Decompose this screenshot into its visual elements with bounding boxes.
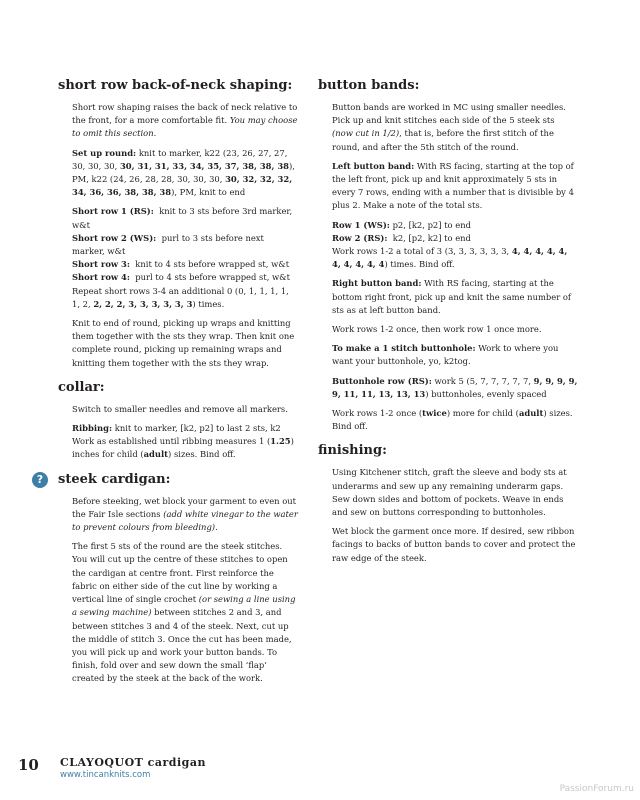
website-link[interactable]: www.tincanknits.com [60,770,151,780]
buttonhole-row: Buttonhole row (RS): work 5 (5, 7, 7, 7, 7, 7, 9, 9, 9, 9, 9, 11, 11, 13, 13, 13) buttonholes, evenly spaced [332,375,578,399]
shortrow-intro: Short row shaping raises the back of neck relative to the front, for a more comfortable fit. You may choose to omit this section. [72,102,298,139]
shortrow-finish: Knit to end of round, picking up wraps and knitting them together with the sts they wrap. Then knit one complete round, picking up remaining wraps and knitting them together with the sts they wrap. [72,318,295,368]
work-rows: Work rows 1-2 a total of 3 (3, 3, 3, 3, 3, 3, 4, 4, 4, 4, 4, 4, 4, 4, 4, 4) times. Bind off. [332,246,568,270]
finishing-graft: Using Kitchener stitch, graft the sleeve and body sts at underarms and sew up any remaining underarm gaps. Sew down sides and bottom of pockets. Weave in ends and sew on buttons corresponding to buttonholes. [332,467,567,518]
short-row-3: Short row 3: knit to 4 sts before wrapped st, w&t [72,259,290,270]
section-heading: finishing: [318,443,387,459]
work-once: Work rows 1-2 once, then work row 1 once more. [332,324,542,335]
short-row-2: Short row 2 (WS): purl to 3 sts before next marker, w&t [72,232,264,257]
section-short-row-shaping [58,78,298,370]
short-row-repeat: Repeat short rows 3-4 an additional 0 (0, 1, 1, 1, 1, 1, 2, 2, 2, 2, 3, 3, 3, 3, 3, 3) times. [72,285,289,309]
collar-ribbing: Ribbing: knit to marker, [k2, p2] to last 2 sts, k2 Work as established until ribbing measures 1 (1.25) inches for child (adult) sizes. Bind off. [72,423,294,460]
bands-intro: Button bands are worked in MC using smaller needles. Pick up and knit stitches each side of the 5 steek sts (now cut in 1/2), that is, before the first stitch of the round, and after the 5th stitch of the round. [332,102,566,152]
section-heading: collar: [58,379,105,395]
row-1: Row 1 (WS): p2, [k2, p2] to end [332,219,471,230]
section-heading: short row back-of-neck shaping: [58,78,293,93]
steek-instructions: The first 5 sts of the round are the steek stitches. You will cut up the centre of these stitches to open the cardigan at centre front. First reinforce the fabric on either side of the cut line by working a vertical line of single crochet (or sewing a line using a sewing machine) between stitches 2 and 3, and between stitches 3 and 4 of the steek. Next, cut up the middle of stitch 3. Once the cut has been made, you will pick up and work your button bands. To finish, fold over and sew down the small ‘flap’ created by the steek at the back of the work. [72,541,296,684]
buttonhole-method: To make a 1 stitch buttonhole: Work to where you want your buttonhole, yo, k2tog. [332,343,559,367]
section-finishing [318,443,578,564]
finishing-block: Wet block the garment once more. If desired, sew ribbon facings to backs of button bands to cover and protect the raw edge of the steek. [332,526,576,563]
short-row-4: Short row 4: purl to 4 sts before wrapped st, w&t [72,272,291,283]
section-steek-cardigan [36,471,298,686]
pattern-title: CLAYOQUOT cardigan [60,756,206,769]
section-heading: button bands: [318,78,420,93]
steek-blocking: Before steeking, wet block your garment to even out the Fair Isle sections (add white vinegar to the water to prevent colours from bleeding). [72,495,298,533]
question-mark-icon: ? [32,472,48,488]
row-2: Row 2 (RS): k2, [p2, k2] to end [332,232,471,243]
collar-intro: Switch to smaller needles and remove all markers. [72,403,288,414]
right-button-band: Right button band: With RS facing, starting at the bottom right front, pick up and knit the same number of sts as at left button band. [332,278,572,315]
section-collar [58,380,298,462]
setup-round: Set up round: knit to marker, k22 (23, 26, 27, 27, 30, 30, 30, 30, 31, 31, 33, 34, 35, 37, 38, 38, 38), PM, k22 (24, 26, 28, 28, 30, 30, 30, 30, 32, 32, 32, 34, 36, 36, 38, 38, 38), PM, knit to end [72,147,295,198]
left-column [36,78,298,696]
page-number: 10 [18,756,39,774]
left-button-band: Left button band: With RS facing, starting at the top of the left front, pick up and knit approximately 5 sts in every 7 rows, ending with a number that is divisible by 4 plus 2. Make a note of the total sts. [332,160,574,211]
right-column [318,78,578,575]
short-row-1: Short row 1 (RS): knit to 3 sts before 3rd marker, w&t [72,206,293,230]
section-button-bands [318,78,578,433]
section-heading: ? steek cardigan: [58,472,298,488]
work-more: Work rows 1-2 once (twice) more for child (adult) sizes. Bind off. [332,408,573,432]
watermark: PassionForum.ru [559,784,634,794]
